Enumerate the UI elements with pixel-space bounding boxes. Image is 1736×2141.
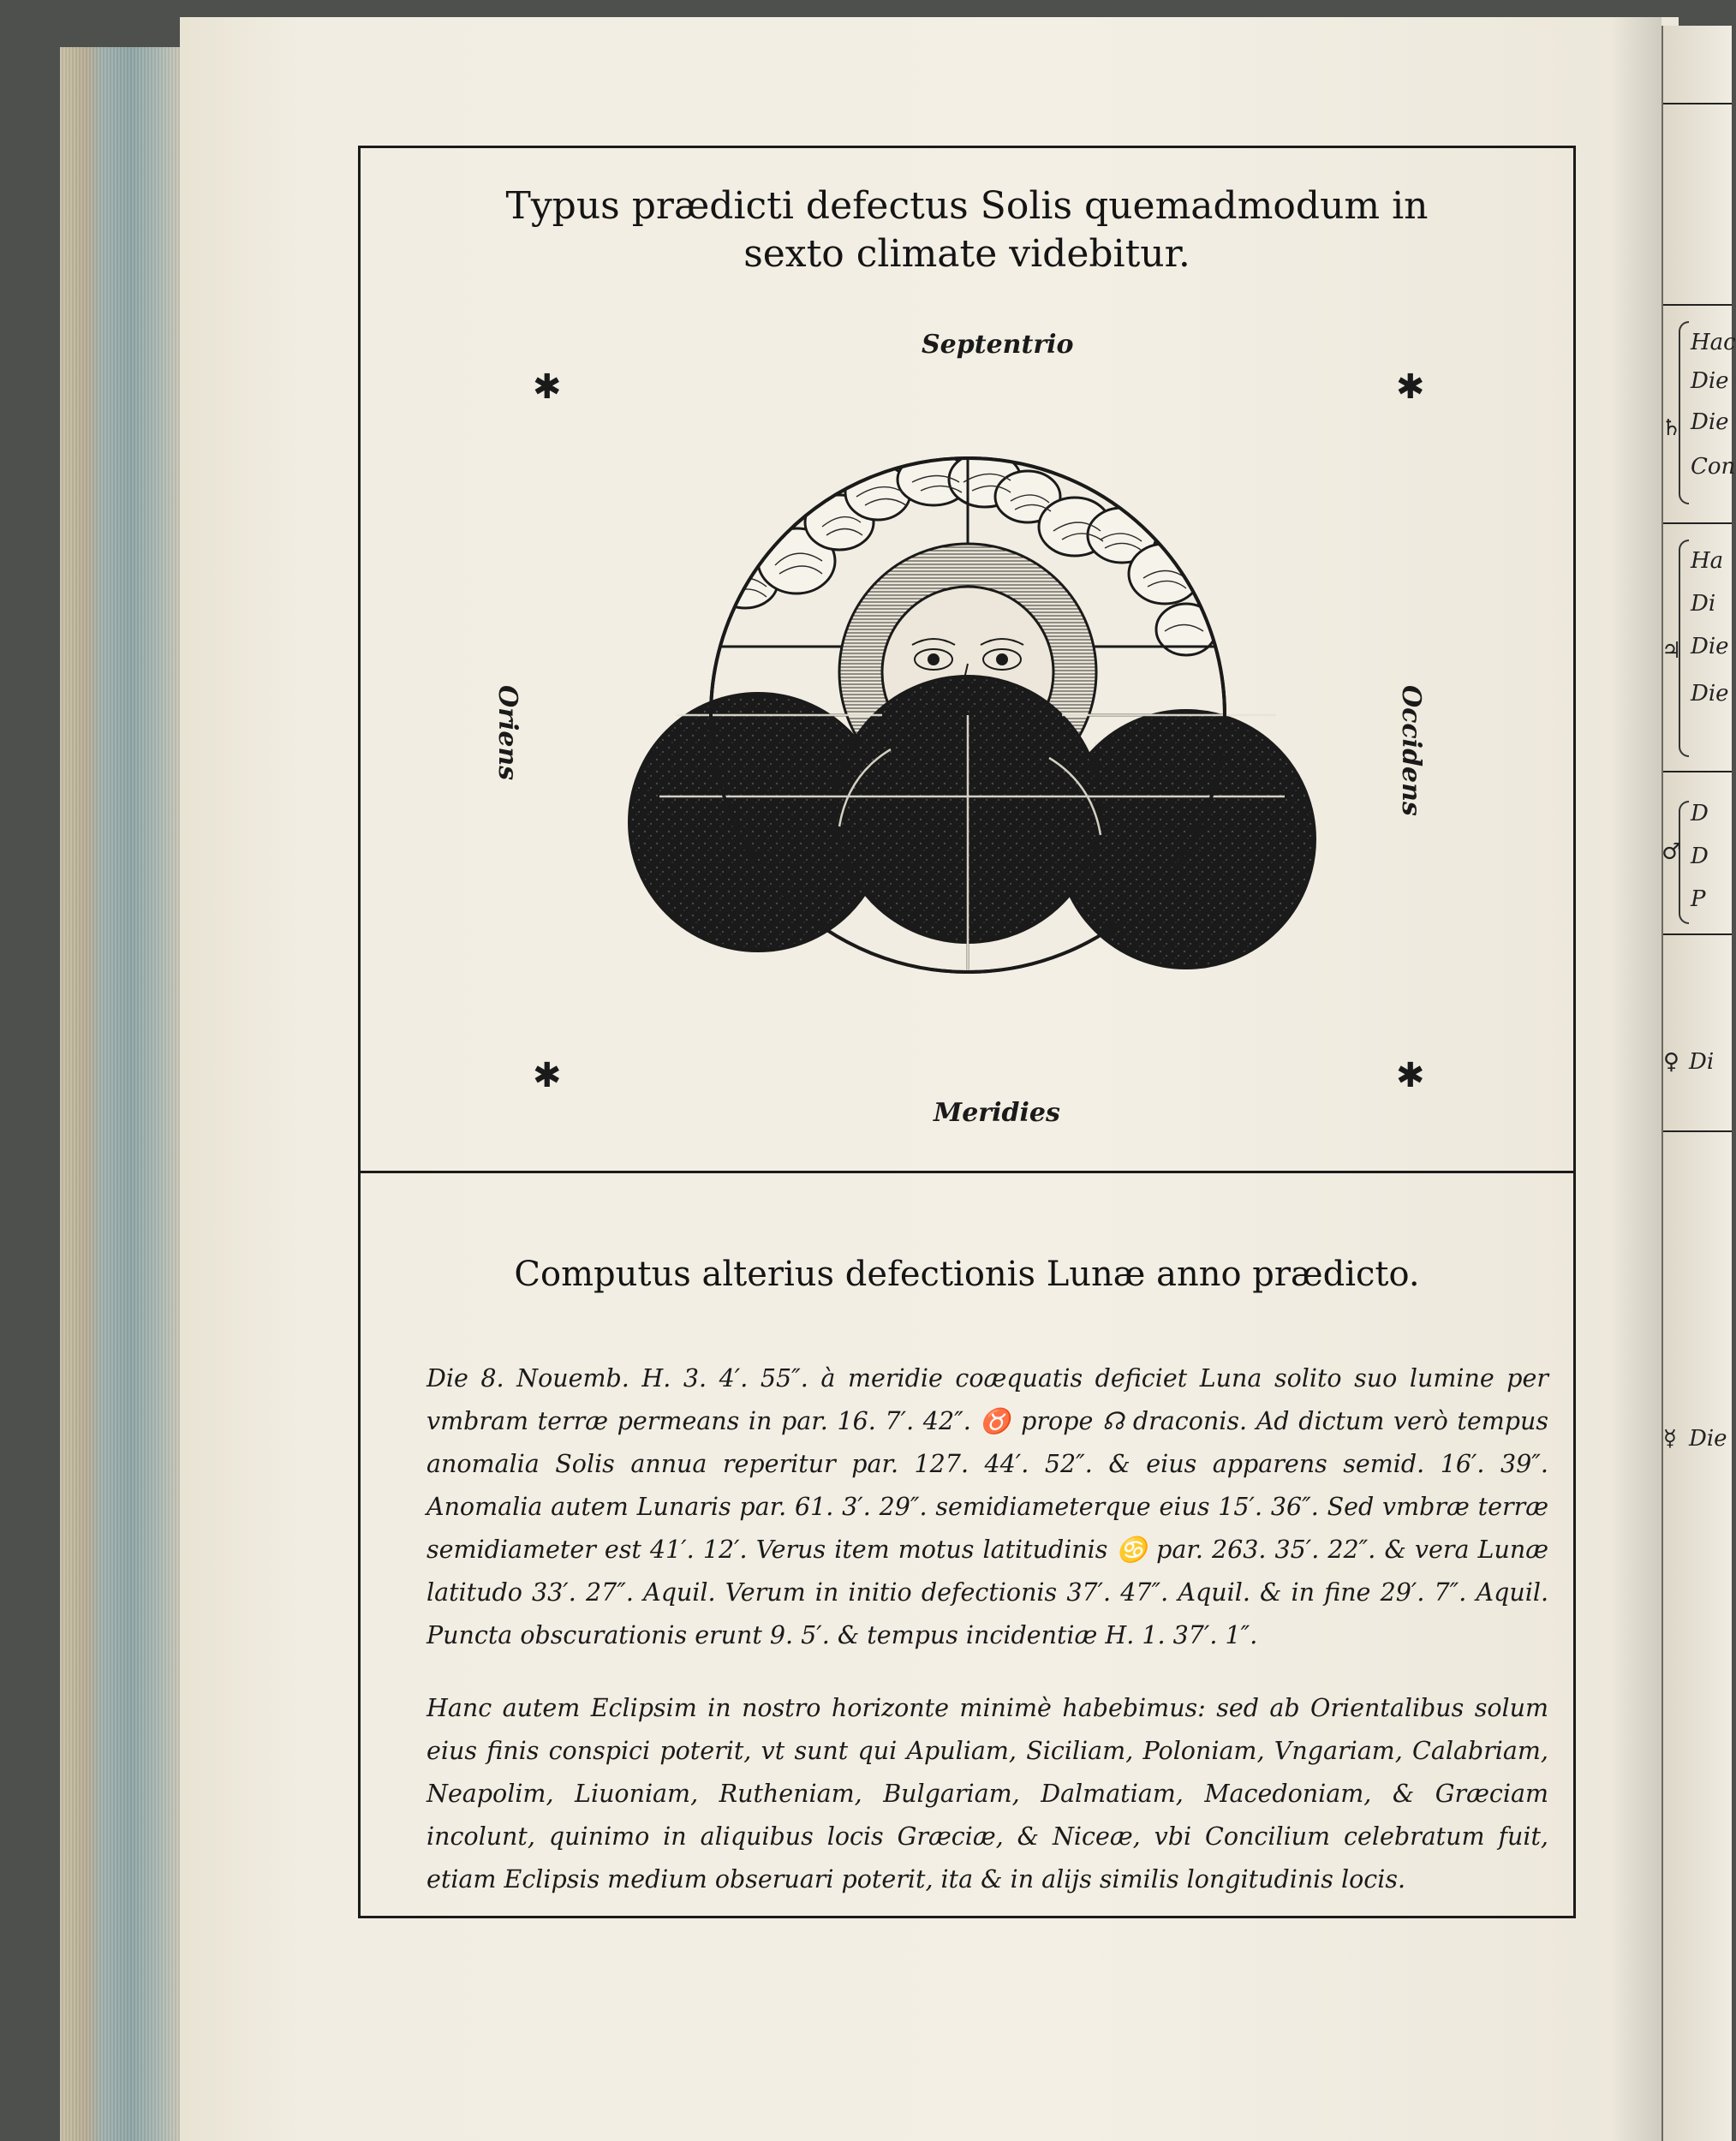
facing-text: Die: [1691, 681, 1729, 707]
facing-page-edge: [1661, 26, 1736, 2141]
label-oriens: Oriens: [492, 685, 522, 781]
label-meridies: Meridies: [934, 1098, 1060, 1128]
facing-text: Ha: [1691, 548, 1724, 574]
figure-title-line2: sexto climate videbitur.: [743, 232, 1190, 276]
facing-text: Hac: [1691, 330, 1736, 355]
jupiter-symbol: ♃: [1661, 638, 1682, 664]
computus-paragraph-2: Hanc autem Eclipsim in nostro horizonte minimè habebimus: sed ab Orientalibus solum eius finis conspici poterit, vt sunt qui Apuliam, Siciliam, Poloniam, Vngariam, Calabriam, Neapolim, Liuoniam, Rutheniam, Bulgariam, Dalmatiam, Macedoniam, & Græciam incolunt, quinimo in aliquibus locis Græciæ, & Niceæ, vbi Concilium celebratum fuit, etiam Eclipsis medium obseruari poterit, ita & in alijs similis longitudinis locis.: [427, 1694, 1548, 1894]
facing-rule: [1663, 1130, 1732, 1132]
facing-text: Die: [1689, 1426, 1727, 1452]
facing-text: P: [1691, 886, 1706, 912]
facing-text: Di: [1689, 1049, 1715, 1075]
mars-symbol: ♂: [1661, 839, 1682, 865]
label-septentrio: Septentrio: [922, 330, 1074, 360]
computus-title: Computus alterius defectionis Lunæ anno prædicto.: [514, 1255, 1420, 1294]
star-icon: ✱: [1396, 1056, 1425, 1095]
star-icon: ✱: [533, 1056, 562, 1095]
facing-text: Con: [1691, 454, 1736, 480]
facing-rule: [1663, 304, 1732, 306]
facing-brace: [1679, 321, 1689, 504]
figure-title: [358, 182, 1576, 278]
facing-text: Die: [1691, 368, 1729, 394]
eclipse-woodcut: [582, 432, 1353, 998]
facing-text: Die: [1691, 634, 1729, 659]
computus-paragraph-1: Die 8. Nouemb. H. 3. 4′. 55″. à meridie coæquatis deficiet Luna solito suo lumine per vmbram terræ permeans in par. 16. 7′. 42″. ♉ prope ☊ draconis. Ad dictum verò tempus anomalia Solis annua reperitur par. 127. 44′. 52″. & eius apparens semid. 16′. 39″. Anomalia autem Lunaris par. 61. 3′. 29″. semidiameterque eius 15′. 36″. Sed vmbræ terræ semidiameter est 41′. 12′. Verus item motus latitudinis ♋ par. 263. 35′. 22″. & vera Lunæ latitudo 33′. 27″. Aquil. Verum in initio defectionis 37′. 47″. Aquil. & in fine 29′. 7″. Aquil. Puncta obscurationis erunt 9. 5′. & tempus incidentiæ H. 1. 37′. 1″.: [427, 1364, 1548, 1649]
facing-text: Die: [1691, 409, 1729, 435]
facing-rule: [1663, 771, 1732, 772]
mercury-symbol: ☿: [1663, 1426, 1677, 1452]
facing-text: Di: [1691, 591, 1716, 617]
venus-symbol: ♀: [1663, 1049, 1680, 1075]
label-occidens: Occidens: [1396, 685, 1426, 816]
saturn-symbol: ♄: [1661, 415, 1682, 441]
facing-rule: [1663, 522, 1732, 524]
facing-rule: [1663, 933, 1732, 935]
star-icon: ✱: [533, 367, 562, 407]
facing-text: D: [1691, 801, 1709, 826]
frame-divider: [358, 1171, 1576, 1173]
facing-text: D: [1691, 844, 1709, 869]
page-edges: [60, 47, 188, 2141]
facing-rule: [1663, 103, 1732, 104]
star-icon: ✱: [1396, 367, 1425, 407]
gutter-shadow: [1610, 17, 1661, 2141]
figure-title-line1: Typus prædicti defectus Solis quemadmodum in: [505, 184, 1429, 228]
